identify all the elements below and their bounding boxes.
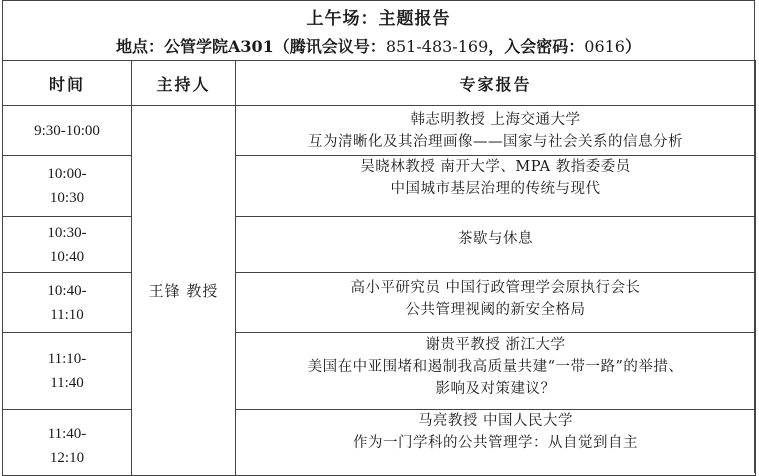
host-cell: 王锋 教授 <box>132 106 236 476</box>
break-text: 茶歇与休息 <box>458 231 533 247</box>
schedule-sheet <box>2 0 755 474</box>
speaker-text: 高小平研究员 中国行政管理学会原执行会长 <box>350 280 641 296</box>
time-end: 10:40 <box>49 248 85 265</box>
column-header-time: 时间 <box>3 61 132 106</box>
topic-text: 互为清晰化及其治理画像——国家与社会关系的信息分析 <box>308 133 683 150</box>
report-cell <box>236 156 756 217</box>
table-row <box>3 333 756 410</box>
time-end: 10:30 <box>49 190 85 206</box>
time-start: 10:00- <box>47 166 87 182</box>
topic-text: 公共管理视阈的新安全格局 <box>405 302 586 318</box>
speaker-text: 谢贵平教授 浙江大学 <box>425 337 566 353</box>
table-row <box>3 106 756 156</box>
column-header-host: 主持人 <box>132 61 236 106</box>
table-row <box>3 217 756 273</box>
time-end: 11:10 <box>50 306 84 323</box>
speaker-text: 马亮教授 中国人民大学 <box>417 413 574 429</box>
report-cell <box>236 106 756 156</box>
schedule-table <box>2 60 756 476</box>
meeting-id: 851-483-169 <box>385 37 489 56</box>
topic-text: 中国城市基层治理的传统与现代 <box>390 181 601 197</box>
time-text: 9:30-10:00 <box>34 122 100 139</box>
table-header-row <box>3 61 756 106</box>
location-prefix: 地点：公管学院A301（腾讯会议号： <box>115 37 386 56</box>
time-start: 10:40- <box>47 282 87 299</box>
topic-text-continued: 影响及对策建议？ <box>435 381 556 397</box>
time-end: 11:40 <box>50 375 84 391</box>
time-start: 11:40- <box>47 426 87 442</box>
time-cell <box>3 156 132 217</box>
time-cell <box>3 217 132 273</box>
time-cell <box>3 333 132 410</box>
time-start: 10:30- <box>47 224 87 241</box>
topic-text: 美国在中亚围堵和遏制我高质量共建“一带一路”的举措、 <box>307 359 684 375</box>
report-cell <box>236 410 756 476</box>
speaker-text: 韩志明教授 上海交通大学 <box>410 111 581 128</box>
time-cell <box>3 106 132 156</box>
location-mid: ，入会密码： <box>488 37 585 56</box>
time-end: 12:10 <box>49 450 85 466</box>
meeting-password: 0616 <box>584 37 625 56</box>
time-start: 11:10- <box>47 351 87 367</box>
break-cell <box>236 217 756 273</box>
table-row <box>3 273 756 333</box>
table-row <box>3 156 756 217</box>
report-cell <box>236 333 756 410</box>
location-line <box>2 34 755 57</box>
report-cell <box>236 273 756 333</box>
table-row <box>3 410 756 476</box>
time-cell <box>3 410 132 476</box>
topic-text: 作为一门学科的公共管理学：从自觉到自主 <box>353 435 638 451</box>
location-suffix: ） <box>624 37 641 56</box>
speaker-text: 吴晓林教授 南开大学、MPA 教指委委员 <box>360 159 631 175</box>
time-cell <box>3 273 132 333</box>
column-header-report: 专家报告 <box>236 61 756 106</box>
session-title: 上午场：主题报告 <box>306 9 451 29</box>
